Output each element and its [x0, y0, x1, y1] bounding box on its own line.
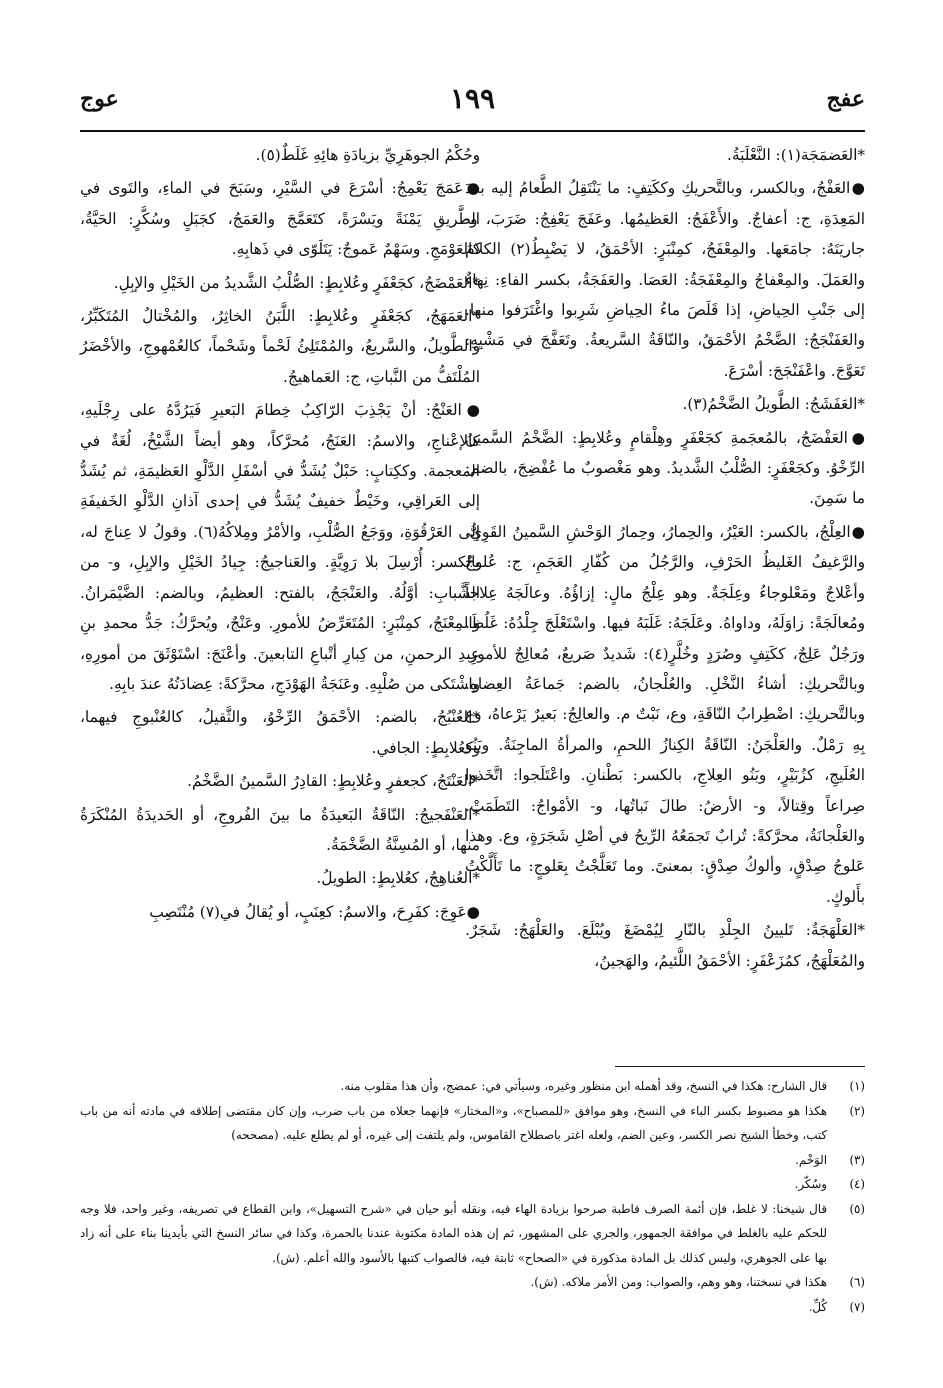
entry-paragraph: ●عَمَجَ يَعْمِجُ: أسْرَعَ في السَّيْرِ، وسَبَحَ في الماءِ، والتَوى في الطَّريقِ يَمْنَةً ويَسْرَةً، كتَعَمَّجَ والعَمَجُ، كجَبَلٍ وسُكَّرٍ: الحَيَّةُ، كالعَوْمَجِ. وسَهْمٌ عَموجٌ: يَتَلَوّى في ذَهابِهِ.	[80, 179, 480, 259]
footnote	[80, 1074, 865, 1099]
footnote	[80, 1172, 865, 1197]
left-column	[80, 140, 480, 930]
entry-paragraph: ●عَوِجَ: كفَرِحَ، والاسمُ: كعِنَبٍ، أو يُقالُ في(٧) مُنْتَصِبِ	[149, 902, 480, 921]
entry-paragraph: *العَنْتَجُ، كجعفرٍ وعُلابِطٍ: القادِرُ السَّمينُ الضَّخْمُ.	[187, 772, 480, 791]
footnote	[80, 1148, 865, 1173]
footnote-divider	[615, 1066, 865, 1067]
header-last-entry: عوج	[80, 86, 119, 112]
footnote-number: (٢)	[849, 1103, 865, 1118]
footnote-number: (٦)	[849, 1275, 865, 1289]
entry-paragraph: وحُكْمُ الجوهَرِيِّ بزيادَةِ هائِهِ غَلَطٌ(٥).	[255, 146, 480, 164]
footnote	[80, 1099, 865, 1148]
footnotes	[80, 1074, 865, 1319]
footnote-text: الوَخْم.	[795, 1152, 827, 1167]
entry-paragraph: ●العَنْجُ: أنْ يَجْذِبَ الرّاكِبُ خِطامَ البَعيرِ فَيَرُدَّهُ على رِجْلَيهِ، كالإعْناجِ، والاسمُ: العَنَجُ، مُحرَّكاً، وهو أيضاً الشَّيْخُ، لُغَةٌ في المعجمة. وككِتابٍ: حَبْلٌ يُشَدُّ في أسْفَلِ الدَّلْوِ العَظيمَةِ، ثم يُشَدُّ إلى العَراقِي، وخَيْطٌ خفيفٌ يُشَدُّ في إحدى آذانِ الدَّلْوِ الخَفيفَةِ إلى العَرْقُوَةِ، ووَجَعُ الصُّلْبِ، والأمْرُ ومِلاكُهُ(٦). وقولُ لا عِناجَ له، بالكسر: أُرْسِلَ بلا رَوِيَّةٍ. والعَناجيجُ: جِيادُ الخَيْلِ والإبِلِ، و- من الشَّبابِ: أوَّلُهُ. والعَنْجَجُ، بالفتح: العظيمُ، وبالضم: الضَّيْمَرانُ. والمِعْنَجُ، كمِنْبَرٍ: المُتَعَرِّضُ للأمورِ. وعَنْجٌ، ويُحرَّكُ: جَدُّ محمدِ بنِ عبدِ الرحمنِ، من كِبارِ أتْباعِ التابعينَ. وأعْنَجَ: اسْتَوْثَقَ من أمورِهِ، واشْتَكى من صُلْبِهِ. وعَنَجَةُ الهَوْدَجِ، محرَّكةً: عِضادَتُهُ عندَ بابِهِ.	[80, 401, 480, 693]
entry-paragraph: *العَلْهَجَةُ: تَليينُ الجِلْدِ بالنّارِ لِيُمْضَغَ ويُبْلَعَ. والعَلْهَجُ: شَجَرٌ. والمُعَلْهَجُ، كمُزَعْفَرٍ: الأحْمَقُ اللَّئيمُ، والهَجينُ،	[465, 921, 865, 970]
footnote-text: كُلِّ.	[808, 1299, 827, 1314]
entry-paragraph: *العَضمَجَة(١): النَّعْلَبَةُ.	[727, 146, 865, 164]
footnote-number: (٥)	[849, 1201, 865, 1216]
entry-paragraph: ●العَفْضَجُ، بالمُعجَمةِ كجَعْفَرٍ وهِلْقامٍ وعُلابِطٍ: الضَّخْمُ السَّمينُ الرِّخْوُ. وكجَعْفَرٍ: الصُّلْبُ الشَّديدُ. وهو مَغْصوبٌ ما عُفْضِجَ، بالضم: ما سَمِنَ.	[465, 428, 865, 508]
entry-paragraph: *العُنْبُجُ، بالضم: الأحْمَقُ الرِّخْوُ، والثَّقيلُ، كالعُنْبوجِ فيهما، وكعُلابِطٍ: الجافي.	[80, 708, 480, 757]
footnote-text: قال شيخنا: لا غلط، فإن أئمة الصرف قاطبة صرحوا بزيادة الهاء فيه، ونقله أبو حيان في «شرح التسهيل»، وابن القطاع في تصريفه، وغير واحد، فلا وجه للحكم عليه بالغلط في موافقة الجمهور، والجري على المشهور، ثم إن هذه المادة مكتوبة عندنا بالحمرة، وكذا في سائر النسخ التي بأيدينا بناء على أنه زاد بها على الجوهري، وليس كذلك بل المادة مذكورة في «الصحاح» ثابتة فيه، فالصواب كتبها بالأسود والله أعلم. (ش).	[80, 1201, 827, 1265]
footnote	[80, 1197, 865, 1271]
page-header	[80, 82, 865, 126]
entry-paragraph: *العَفَشَجُ: الطَّويلُ الضَّخْمُ(٣).	[682, 395, 865, 414]
footnote	[80, 1270, 865, 1295]
footnote-text: قال الشارح: هكذا في النسخ، وقد أهمله ابن منظور وغيره، وسيأتي في: عمضج، وأن هذا مقلوب منه.	[340, 1079, 827, 1093]
entry-paragraph: ●العَفْجُ، وبالكسر، وبالتَّحريكِ وككَتِفٍ: ما يَنْتَقِلُ الطَّعامُ إليه بعدَ المَعِدَةِ، ج: أعفاجٌ. والأَعْفَجُ: العَظيمُها. وعَفَجَ يَعْفِجُ: ضَرَبَ، و- جاريَتَهُ: جامَعَها. والمِعْفَجُ، كمِنْبَرٍ: الأحْمَقُ، لا يَضْبِطُ(٢) الكلامَ والعَمَلَ. والمِعْفاجُ والمِعْفَجَةُ: العَصَا. والعَفَجَةُ، بكسر الفاءِ: نِهاءٌ إلى جَنْبِ الحِياضِ، إذا قَلَصَ ماءُ الحِياضِ شَرِبوا واغْتَرَفوا منها. والعَفَنْجَجُ: الضَّخْمُ الأحْمَقُ، والنّاقَةُ السَّريعةُ. وتَعَفَّجَ في مَشْيِهِ: تَعَوَّجَ. واعْفَنْجَجَ: أسْرَعَ.	[465, 179, 866, 380]
footnote-number: (٧)	[849, 1299, 865, 1314]
header-divider	[80, 130, 865, 132]
entry-paragraph: *العُناهِجُ، كعُلابِطٍ: الطويلُ.	[316, 869, 480, 888]
footnote-number: (١)	[849, 1079, 865, 1093]
footnote-text: هكذا في نسختنا، وهو وهم، والصواب: ومن الأمر ملاكه. (ش).	[530, 1275, 827, 1289]
right-column	[465, 140, 865, 979]
footnote-number: (٤)	[849, 1177, 865, 1191]
entry-paragraph: *العَنْفَجيجُ: النّاقَةُ البَعيدَةُ ما بينَ الفُروجِ، أو الحَديدَةُ المُنْكَرَةُ منها، أو المُسِنَّةُ الضَّخْمَةُ.	[80, 805, 480, 854]
footnote	[80, 1295, 865, 1320]
footnote-number: (٣)	[849, 1152, 865, 1167]
entry-paragraph: *العَمْضَجُ، كجَعْفَرٍ وعُلابِطٍ: الصُّلْبُ الشَّديدُ من الخَيْلِ والإبِلِ.	[113, 273, 480, 292]
header-first-entry: عفج	[826, 86, 865, 112]
entry-paragraph: ●العِلْجُ، بالكسر: العَيْرُ، والحِمارُ، وحِمارُ الوَحْشِ السَّمينُ القَوِيُّ، والرَّغيفُ الغَليظُ الحَرْفِ، والرَّجُلُ من كُفّارِ العَجَمِ، ج: عُلوجٌ وأعْلاجٌ ومَعْلوجاءُ وعِلَجَةٌ. وهو عِلْجُ مالٍ: إزاؤُهُ. وعالَجَهُ عِلاجاً ومُعالَجَةً: زاوَلَهُ، وداواهُ. وعَلَجَهُ: غَلَبَهُ فيها. واسْتَعْلَجَ جِلْدُهُ: غَلُظَ. ورَجُلٌ عَلِجٌ، ككَتِفٍ وصُرَدٍ وخُلَّرٍ(٤): شَديدٌ صَريعٌ، مُعالِجٌ للأمورِ. وبالتَّحريكِ: أشاءُ النَّخْلِ. والعُلْجانُ، بالضم: جَماعَةُ العِضاهِ. وبالتَّحريكِ: اضْطِرابُ النّاقَةِ، وع، نَبْتٌ م. والعالِجُ: بَعيرٌ يَرْعاهُ، وع بِهِ رَمْلٌ. والعَلْجَنُ: النّاقَةُ الكِنازُ اللحمِ، والمرأةُ الماجِنَةُ. وبَنُو العُلَيجِ، كزُبَيْرٍ، وبَنُو العِلاجِ، بالكسر: بَطْنانِ. واعْتَلَجوا: اتَّخَذوا صِراعاً وقِتالاً، و- الأرضُ: طالَ نَباتُها، و- الأمْواجُ: التَطَمَتْ. والعَلْجانَةُ، محرَّكةً: تُرابٌ تَجمَعُهُ الرِّيحُ في أصْلِ شَجَرَةٍ، وع. وهذا عَلوجُ صِدْقٍ، وألوكُ صِدْقٍ: بمعنىً. وما تَعَلَّجْتُ بِعَلوجٍ: ما تَأَلَّكْتُ بأَلوكٍ.	[465, 522, 865, 906]
entry-paragraph: *العَمَهَجُ، كجَعْفَرٍ وعُلابِطٍ: اللَّبَنُ الخاثِرُ، والمُخْتالُ المُتَكَبِّرُ، والطَّويلُ، والسَّريعُ، والمُمْتَلِئُ لَحْماً وشَحْماً، كالعُمْهوجِ، والأخْضَرُ المُلْتَفُّ من النَّباتِ، ج: العَماهيجُ.	[80, 307, 480, 386]
footnote-text: هكذا هو مضبوط بكسر الباء في النسخ، وهو موافق «للمصباح»، و«المختار» فإنهما جعلاه من باب ضرب، وإن كان مقتضى إطلاقه في مادته أنه من باب كتب، وخطأ الشيخ نصر الكسر، وعين الضم، ولعله اغتر باصطلاح القاموس، ولم يلتفت إلى غيره، أو لم يطلع عليه. (مصححه)	[80, 1103, 827, 1142]
page-number: ١٩٩	[449, 82, 496, 115]
footnote-text: وسُكّر.	[794, 1177, 827, 1191]
